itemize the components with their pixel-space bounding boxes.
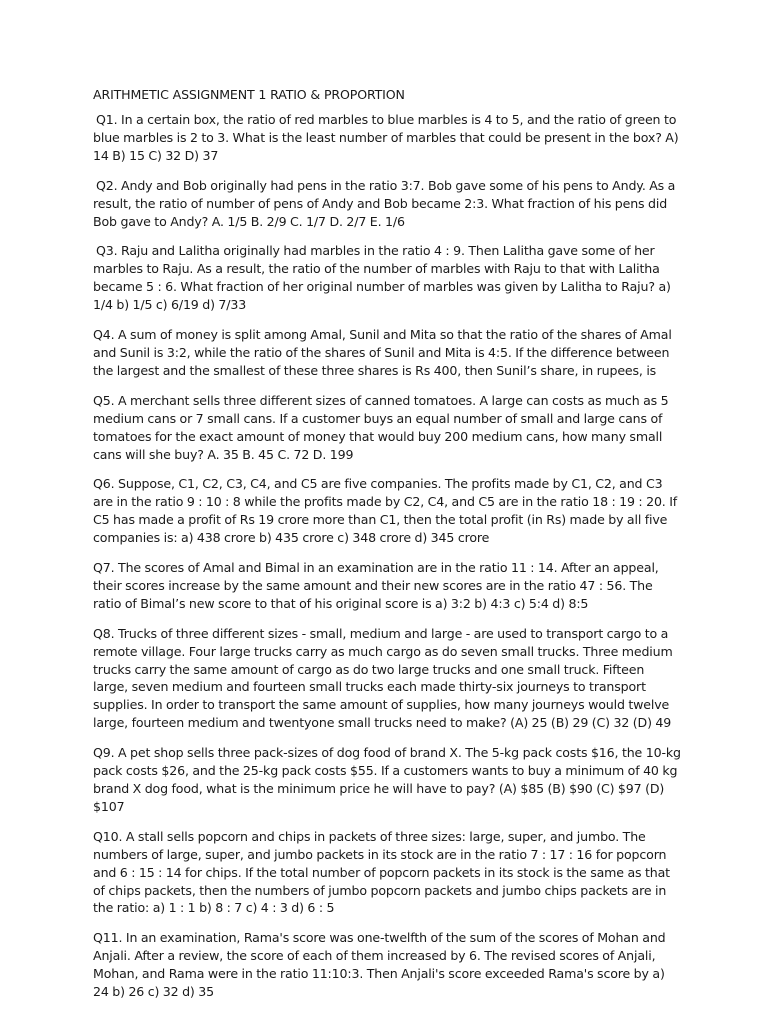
- question-7: Q7. The scores of Amal and Bimal in an examination are in the ratio 11 : 14. After an appeal, their scores increase by the same amount and their new scores are in the ratio 47 : 56. The ratio of Bimal’s new score to that of his original score is a) 3:2 b) 4:3 c) 5:4 d) 8:5: [93, 560, 659, 611]
- question-9: Q9. A pet shop sells three pack-sizes of dog food of brand X. The 5-kg pack costs $16, the 10-kg pack costs $26, and the 25-kg pack costs $55. If a customers wants to buy a minimum of 40 kg brand X dog food, what is the minimum price he will have to pay? (A) $85 (B) $90 (C) $97 (D) $107: [93, 745, 681, 814]
- question-1: Q1. In a certain box, the ratio of red marbles to blue marbles is 4 to 5, and the ratio of green to blue marbles is 2 to 3. What is the least number of marbles that could be present in the box? A) 14 B) 15 C) 32 D) 37: [93, 112, 679, 163]
- question-4: Q4. A sum of money is split among Amal, Sunil and Mita so that the ratio of the shares of Amal and Sunil is 3:2, while the ratio of the shares of Sunil and Mita is 4:5. If the difference between the largest and the smallest of these three shares is Rs 400, then Sunil’s share, in rupees, is: [93, 327, 672, 378]
- question-2: Q2. Andy and Bob originally had pens in the ratio 3:7. Bob gave some of his pens to Andy. As a result, the ratio of number of pens of Andy and Bob became 2:3. What fraction of his pens did Bob gave to Andy? A. 1/5 B. 2/9 C. 1/7 D. 2/7 E. 1/6: [93, 177, 676, 229]
- document-title: ARITHMETIC ASSIGNMENT 1 RATIO & PROPORTION: [93, 87, 405, 102]
- question-5: Q5. A merchant sells three different sizes of canned tomatoes. A large can costs as much as 5 medium cans or 7 small cans. If a customer buys an equal number of small and large cans of tomatoes for the exact amount of money that would buy 200 medium cans, how many small cans will she buy? A. 35 B. 45 C. 72 D. 199: [93, 392, 669, 462]
- question-6: Q6. Suppose, C1, C2, C3, C4, and C5 are five companies. The profits made by C1, C2, and C3 are in the ratio 9 : 10 : 8 while the profits made by C2, C4, and C5 are in the ratio 18 : 19 : 20. If C5 has made a profit of Rs 19 crore more than C1, then the total profit (in Rs) made by all five companies is: a) 438 crore b) 435 crore c) 348 crore d) 345 crore: [93, 476, 678, 546]
- question-11: Q11. In an examination, Rama's score was one-twelfth of the sum of the scores of Mohan and Anjali. After a review, the score of each of them increased by 6. The revised scores of Anjali, Mohan, and Rama were in the ratio 11:10:3. Then Anjali's score exceeded Rama's score by a) 24 b) 26 c) 32 d) 35: [93, 930, 666, 1000]
- question-10: Q10. A stall sells popcorn and chips in packets of three sizes: large, super, and jumbo. The numbers of large, super, and jumbo packets in its stock are in the ratio 7 : 17 : 16 for popcorn and 6 : 15 : 14 for chips. If the total number of popcorn packets in its stock is the same as that of chips packets, then the numbers of jumbo popcorn packets and jumbo chips packets are in the ratio: a) 1 : 1 b) 8 : 7 c) 4 : 3 d) 6 : 5: [93, 828, 670, 916]
- document-body: [93, 86, 681, 1013]
- question-3: Q3. Raju and Lalitha originally had marbles in the ratio 4 : 9. Then Lalitha gave some of her marbles to Raju. As a result, the ratio of the number of marbles with Raju to that with Lalitha became 5 : 6. What fraction of her original number of marbles was given by Lalitha to Raju? a) 1/4 b) 1/5 c) 6/19 d) 7/33: [93, 243, 671, 313]
- question-8: Q8. Trucks of three different sizes - small, medium and large - are used to transport cargo to a remote village. Four large trucks carry as much cargo as do seven small trucks. Three medium trucks carry the same amount of cargo as do two large trucks and one small truck. Fifteen large, seven medium and fourteen small trucks each made thirty-six journeys to transport supplies. In order to transport the same amount of supplies, how many journeys would twelve large, fourteen medium and twentyone small trucks need to make? (A) 25 (B) 29 (C) 32 (D) 49: [93, 625, 673, 731]
